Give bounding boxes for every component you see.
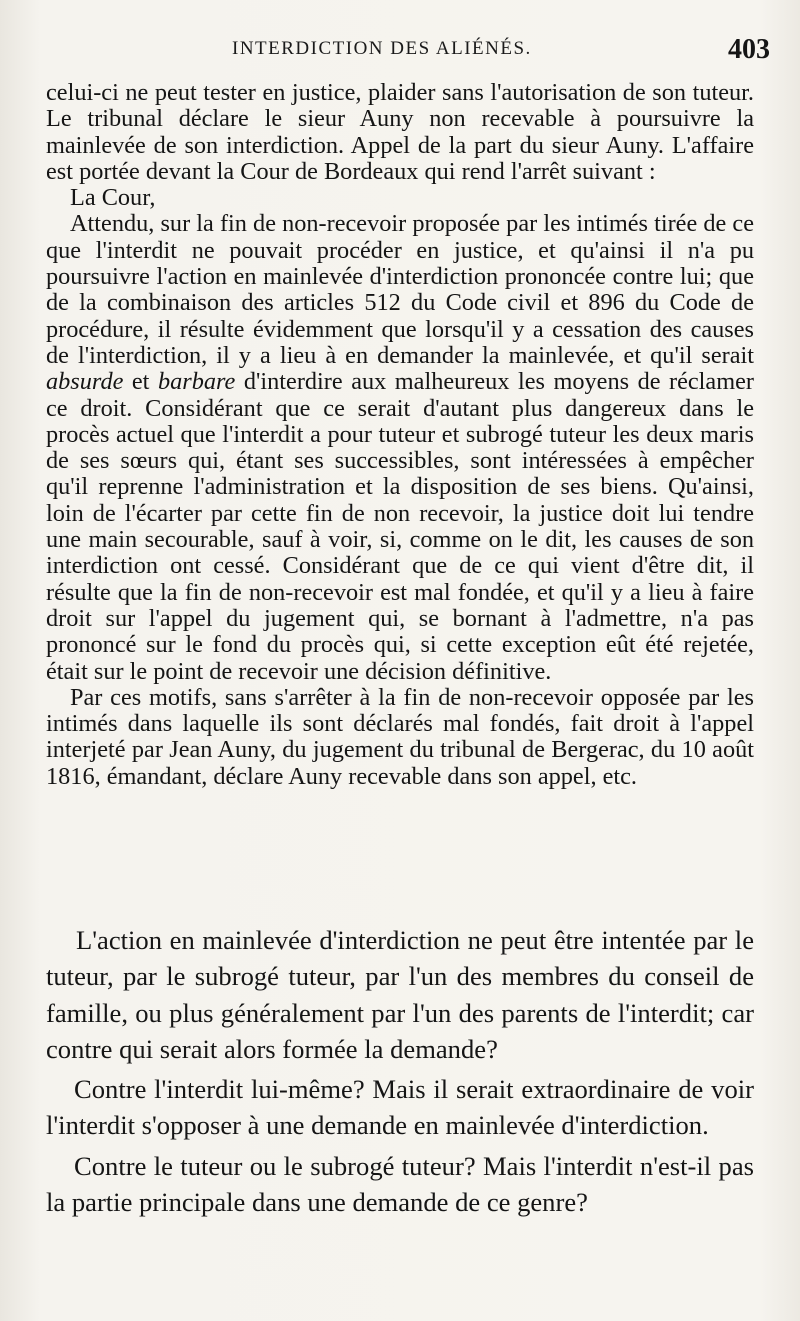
- italic-word: absurde: [46, 368, 124, 396]
- decision-paragraph-motifs: [46, 685, 754, 790]
- text-run: celui-ci ne peut tester en justice, plaider sans l'autorisation de son tuteur. Le tribunal déclare le sieur Auny non recevable à poursuivre la mainlevée de son interdiction. Appel de la part du sieur Auny. L'affaire est portée devant la Cour de Bordeaux qui rend l'arrêt suivant :: [46, 79, 754, 185]
- text-run: et: [123, 368, 158, 396]
- quoted-decision: [46, 80, 754, 790]
- italic-word: barbare: [157, 368, 236, 396]
- running-title: INTERDICTION DES ALIÉNÉS.: [232, 38, 532, 59]
- commentary-paragraph: Contre le tuteur ou le subrogé tuteur? Mais l'interdit n'est-il pas la partie principale dans une demande de ce genre?: [46, 1150, 754, 1218]
- commentary-paragraph: L'action en mainlevée d'interdiction ne peut être intentée par le tuteur, par le subrogé tuteur, par l'un des membres du conseil de famille, ou plus généralement par l'un des parents de l'interdit; car contre qui serait alors formée la demande?: [46, 925, 754, 1064]
- text-run: Par ces motifs, sans s'arrêter à la fin de non-recevoir opposée par les intimés dans laquelle ils sont déclarés mal fondés, fait droit à l'appel interjeté par Jean Auny, du jugement du tribunal de Bergerac, du 10 août 1816, émandant, déclare Auny recevable dans son appel, etc.: [46, 683, 754, 790]
- page-header: [0, 34, 800, 74]
- commentary: [46, 922, 754, 1224]
- text-run: Attendu, sur la fin de non-recevoir proposée par les intimés tirée de ce que l'interdit ne pouvait procéder en justice, et qu'ainsi il n'a pu poursuivre l'action en mainlevée d'interdiction prononcée contre lui; que de la combinaison des articles 512 du Code civil et 896 du Code de procédure, il résulte évidemment que lorsqu'il y a cessation des causes de l'interdiction, il y a lieu à en demander la mainlevée, et qu'il serait: [46, 210, 754, 369]
- decision-paragraph-attendu: [46, 211, 754, 684]
- page-number: 403: [728, 34, 770, 65]
- decision-paragraph-intro: [46, 80, 754, 185]
- text-run: d'interdire aux malheureux les moyens de réclamer ce droit. Considérant que ce serait d'autant plus dangereux dans le procès actuel que l'interdit a pour tuteur et subrogé tuteur les deux maris de ses sœurs qui, étant ses successibles, sont intéressées à empêcher qu'il reprenne l'administration et la disposition de ses biens. Qu'ainsi, loin de l'écarter par cette fin de non recevoir, la justice doit lui tendre une main secourable, sauf à voir, si, comme on le dit, les causes de son interdiction ont cessé. Considérant que de ce qui vient d'être dit, il résulte que la fin de non-recevoir est mal fondée, et qu'il y a lieu à faire droit sur l'appel du jugement qui, se bornant à l'admettre, n'a pas prononcé sur le fond du procès qui, si cette exception eût été rejetée, était sur le point de recevoir une décision définitive.: [46, 368, 754, 685]
- decision-paragraph-court: [46, 185, 754, 211]
- commentary-paragraph: Contre l'interdit lui-même? Mais il serait extraordinaire de voir l'interdit s'opposer à une demande en mainlevée d'interdiction.: [46, 1074, 754, 1141]
- text-run: La Cour,: [70, 184, 156, 212]
